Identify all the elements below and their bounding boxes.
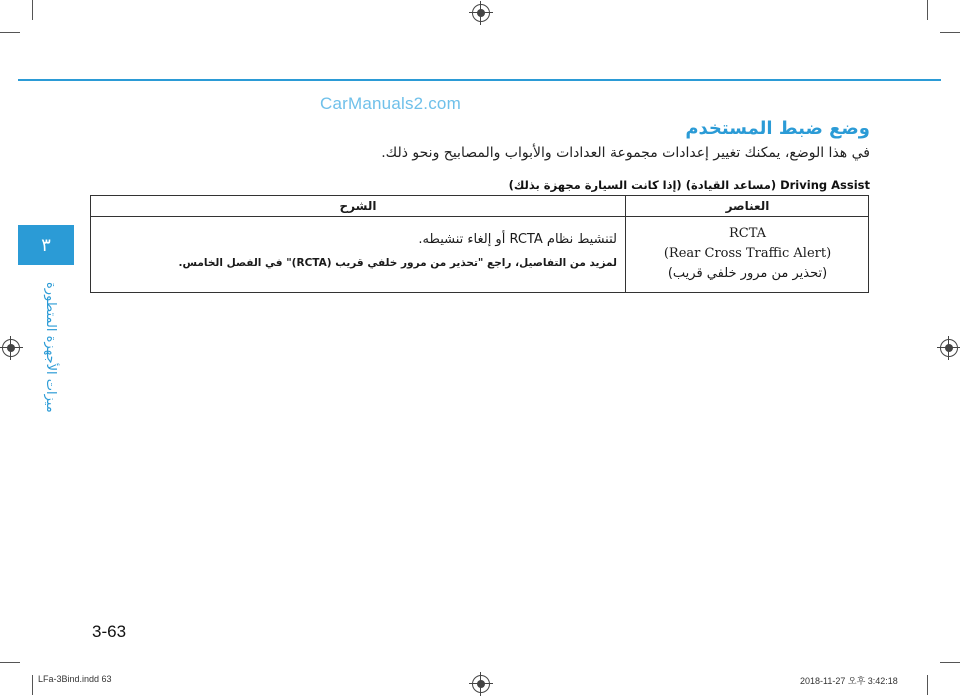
section-intro: في هذا الوضع، يمكنك تغيير إعدادات مجموعة العدادات والأبواب والمصابيح ونحو ذلك. — [381, 145, 870, 161]
section-title: وضع ضبط المستخدم — [685, 118, 870, 139]
crop-mark — [32, 675, 33, 695]
footer-file-info: LFa-3Bind.indd 63 — [38, 674, 112, 684]
description-cell — [99, 232, 617, 269]
crop-mark — [927, 675, 928, 695]
crop-mark — [927, 0, 928, 20]
crop-mark — [940, 32, 960, 33]
crop-mark — [32, 0, 33, 20]
element-cell — [626, 224, 869, 284]
registration-mark-icon — [2, 339, 20, 357]
description-note: لمزيد من التفاصيل، راجع "تحذير من مرور خلفي قريب (RCTA)" في الفصل الخامس. — [178, 257, 617, 269]
header-description: الشرح — [339, 199, 377, 213]
element-english-name: (Rear Cross Traffic Alert) — [663, 246, 832, 261]
registration-mark-icon — [472, 4, 490, 22]
registration-mark-icon — [472, 675, 490, 693]
settings-table — [90, 195, 869, 293]
footer-timestamp: 2018-11-27 오후 3:42:18 — [800, 676, 898, 686]
header-elements: العناصر — [725, 199, 770, 213]
chapter-number: ٣ — [41, 234, 51, 256]
page-number: 3-63 — [92, 622, 127, 641]
description-text: لتنشيط نظام RCTA أو إلغاء تنشيطه. — [418, 232, 617, 247]
chapter-title-vertical: ميزات الأجهزة المتطورة — [43, 282, 58, 413]
table-caption: Driving Assist (مساعد القيادة) (إذا كانت السيارة مجهزة بذلك) — [508, 178, 870, 192]
chapter-tab — [18, 225, 74, 265]
element-code: RCTA — [728, 226, 767, 241]
header-rule — [18, 79, 941, 81]
watermark-link[interactable]: CarManuals2.com — [320, 94, 461, 113]
crop-mark — [0, 32, 20, 33]
registration-mark-icon — [940, 339, 958, 357]
crop-mark — [0, 662, 20, 663]
crop-mark — [940, 662, 960, 663]
element-arabic-name: (تحذير من مرور خلفي قريب) — [667, 266, 828, 281]
